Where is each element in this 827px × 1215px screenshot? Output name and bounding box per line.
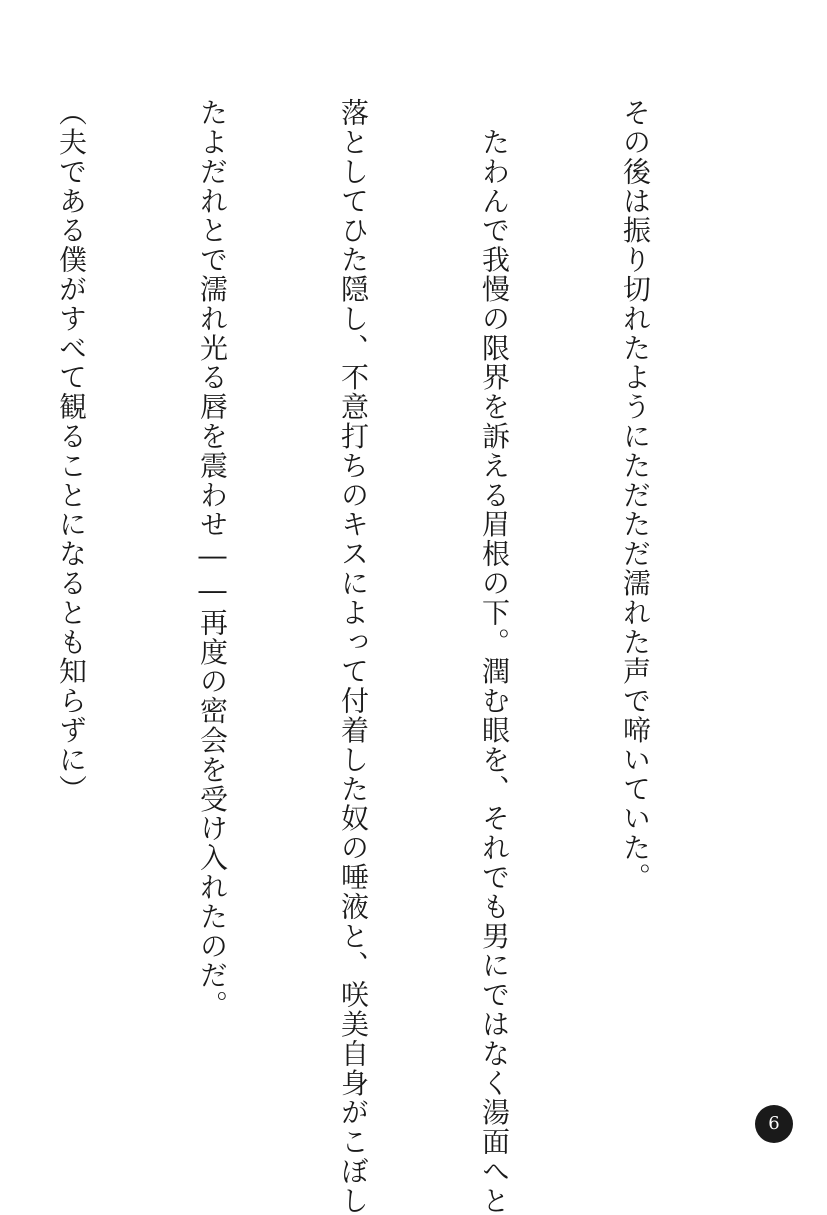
page-number-badge: 6 [755, 1105, 793, 1143]
text-line: その後は振り切れたようにただただ濡れた声で啼いていた。 [619, 98, 652, 892]
vertical-text-body [0, 98, 753, 1215]
text-line: たわんで我慢の限界を訴える眉根の下。潤む眼を、それでも男にではなく湯面へと [478, 98, 511, 1215]
text-line: 落としてひた隠し、不意打ちのキスによって付着した奴の唾液と、咲美自身がこぼし [337, 98, 370, 1215]
text-line: たよだれとで濡れ光る唇を震わせ――再度の密会を受け入れたのだ。 [196, 98, 229, 1020]
text-line: （夫である僕がすべて観ることになるとも知らずに） [55, 98, 88, 804]
